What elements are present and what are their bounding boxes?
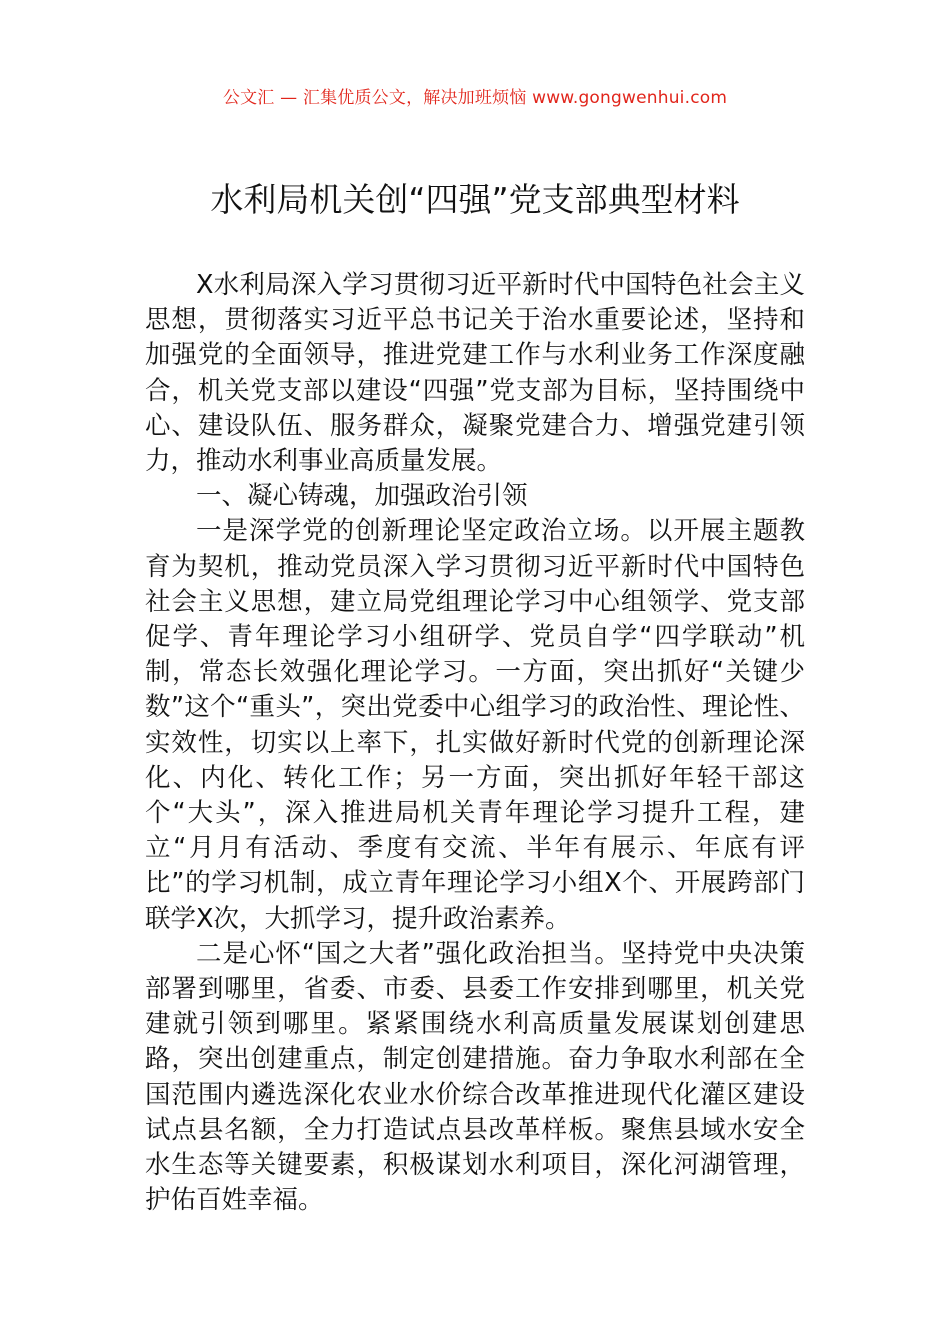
body-paragraph: 二是心怀“国之大者”强化政治担当。坚持党中央决策部署到哪里，省委、市委、县委工作安排到哪里，机关党建就引领到哪里。紧紧围绕水利高质量发展谋划创建思路，突出创建重点，制定创建措施。奋力争取水利部在全国范围内遴选深化农业水价综合改革推进现代化灌区建设试点县名额，全力打造试点县改革样板。聚焦县域水安全水生态等关键要素，积极谋划水利项目，深化河湖管理，护佑百姓幸福。 — [145, 938, 805, 1216]
document-title: 水利局机关创“四强”党支部典型材料 — [210, 180, 740, 219]
section-heading: 一、凝心铸魂，加强政治引领 — [196, 481, 528, 512]
document-body — [145, 268, 805, 1218]
header-banner: 公文汇 — 汇集优质公文，解决加班烦恼 www.gongwenhui.com — [222, 88, 728, 108]
body-paragraph: 一是深学党的创新理论坚定政治立场。以开展主题教育为契机，推动党员深入学习贯彻习近平新时代中国特色社会主义思想，建立局党组理论学习中心组领学、党支部促学、青年理论学习小组研学、党员自学“四学联动”机制，常态长效强化理论学习。一方面，突出抓好“关键少数”这个“重头”，突出党委中心组学习的政治性、理论性、实效性，切实以上率下，扎实做好新时代党的创新理论深化、内化、转化工作；另一方面，突出抓好年轻干部这个“大头”，深入推进局机关青年理论学习提升工程，建立“月月有活动、季度有交流、半年有展示、年底有评比”的学习机制，成立青年理论学习小组X个、开展跨部门联学X次，大抓学习，提升政治素养。 — [145, 516, 805, 934]
intro-paragraph: X水利局深入学习贯彻习近平新时代中国特色社会主义思想，贯彻落实习近平总书记关于治水重要论述，坚持和加强党的全面领导，推进党建工作与水利业务工作深度融合，机关党支部以建设“四强”党支部为目标，坚持围绕中心、建设队伍、服务群众，凝聚党建合力、增强党建引领力，推动水利事业高质量发展。 — [145, 270, 805, 477]
